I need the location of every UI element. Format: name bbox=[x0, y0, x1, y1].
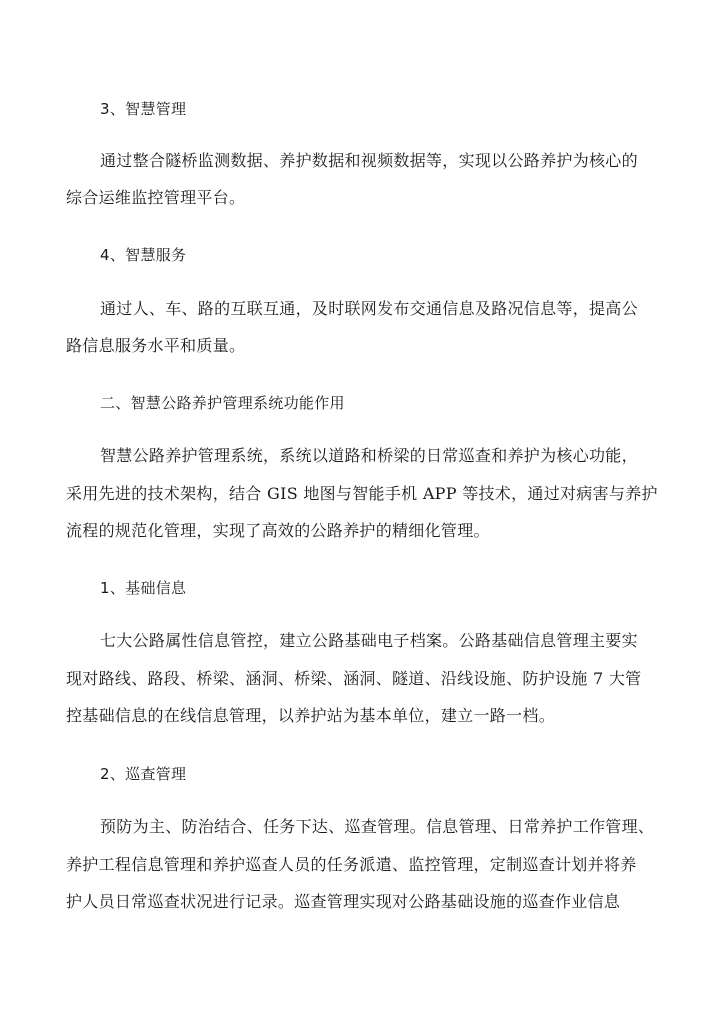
paragraph-line: 采用先进的技术架构，结合 GIS 地图与智能手机 APP 等技术，通过对病害与养护 bbox=[66, 484, 658, 503]
paragraph-line: 通过人、车、路的互联互通，及时联网发布交通信息及路况信息等，提高公 bbox=[100, 299, 638, 318]
section-heading: 4、智慧服务 bbox=[100, 246, 187, 264]
paragraph-line: 路信息服务水平和质量。 bbox=[66, 336, 246, 355]
paragraph-line: 养护工程信息管理和养护巡查人员的任务派遣、监控管理，定制巡查计划并将养 bbox=[66, 855, 637, 874]
paragraph-line: 现对路线、路段、桥梁、涵洞、桥梁、涵洞、隧道、沿线设施、防护设施 7 大管 bbox=[66, 669, 642, 688]
paragraph-line: 控基础信息的在线信息管理，以养护站为基本单位，建立一路一档。 bbox=[66, 706, 556, 725]
paragraph-line: 流程的规范化管理，实现了高效的公路养护的精细化管理。 bbox=[66, 521, 490, 540]
section-heading: 1、基础信息 bbox=[100, 579, 187, 597]
paragraph-line: 综合运维监控管理平台。 bbox=[66, 188, 246, 207]
paragraph-line: 七大公路属性信息管控，建立公路基础电子档案。公路基础信息管理主要实 bbox=[100, 631, 638, 650]
section-heading: 3、智慧管理 bbox=[100, 100, 187, 118]
paragraph-line: 预防为主、防治结合、任务下达、巡查管理。信息管理、日常养护工作管理、 bbox=[100, 817, 655, 836]
paragraph-line: 智慧公路养护管理系统，系统以道路和桥梁的日常巡查和养护为核心功能， bbox=[100, 446, 638, 465]
paragraph-line: 护人员日常巡查状况进行记录。巡查管理实现对公路基础设施的巡查作业信息 bbox=[66, 892, 621, 911]
section-heading: 2、巡查管理 bbox=[100, 765, 187, 783]
section-heading: 二、智慧公路养护管理系统功能作用 bbox=[100, 394, 345, 412]
paragraph-line: 通过整合隧桥监测数据、养护数据和视频数据等，实现以公路养护为核心的 bbox=[100, 151, 638, 170]
